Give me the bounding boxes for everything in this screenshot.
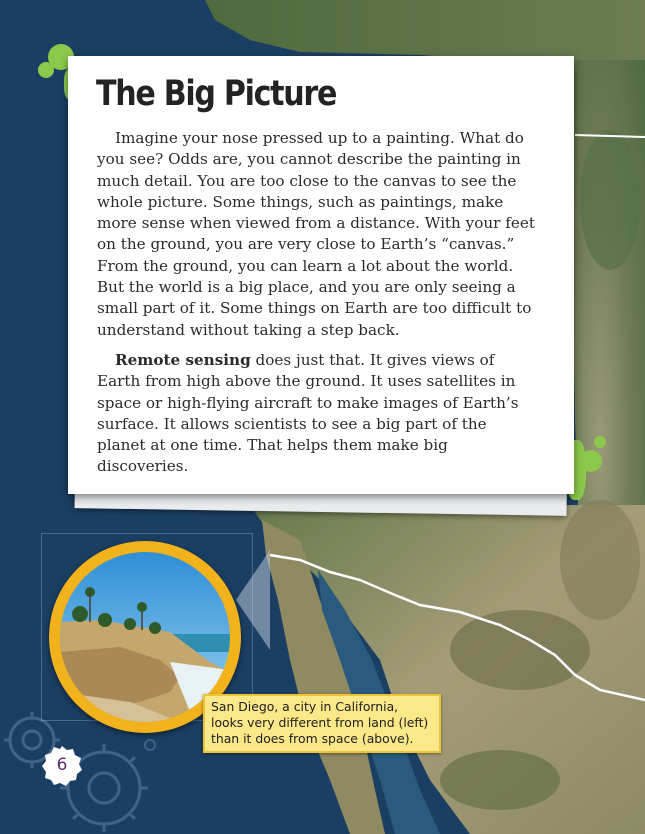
page-title: The Big Picture <box>96 74 337 114</box>
paragraph-1: Imagine your nose pressed up to a painting. What do you see? Odds are, you cannot describe the painting in much detail. You are too close to the canvas to see the whole picture. Some things, such as paintings, make more sense when viewed from a distance. With your feet on the ground, you are very close to Earth’s “canvas.” From the ground, you can learn a lot about the world. But the world is a big place, and you are only seeing a small part of it. Some things on Earth are too difficult to understand without taking a step back. <box>97 129 535 339</box>
bold-term: Remote sensing <box>115 350 251 369</box>
green-blob-decoration <box>38 62 54 78</box>
page-number: 6 <box>56 755 68 775</box>
photo-caption: San Diego, a city in California, looks very different from land (left) than it does from space (above). <box>203 694 441 753</box>
green-blob-decoration <box>580 450 602 472</box>
green-blob-decoration <box>594 436 606 448</box>
page-number-badge <box>40 744 84 788</box>
body-text <box>97 128 537 487</box>
paragraph-2 <box>97 350 537 478</box>
paragraph-2-text: does just that. It gives views of Earth from high above the ground. It uses satellites in space or high-flying aircraft to make images of Earth’s surface. It allows scientists to see a big part of the planet at one time. That helps them make big discoveries. <box>97 350 519 476</box>
text-card <box>68 56 574 494</box>
